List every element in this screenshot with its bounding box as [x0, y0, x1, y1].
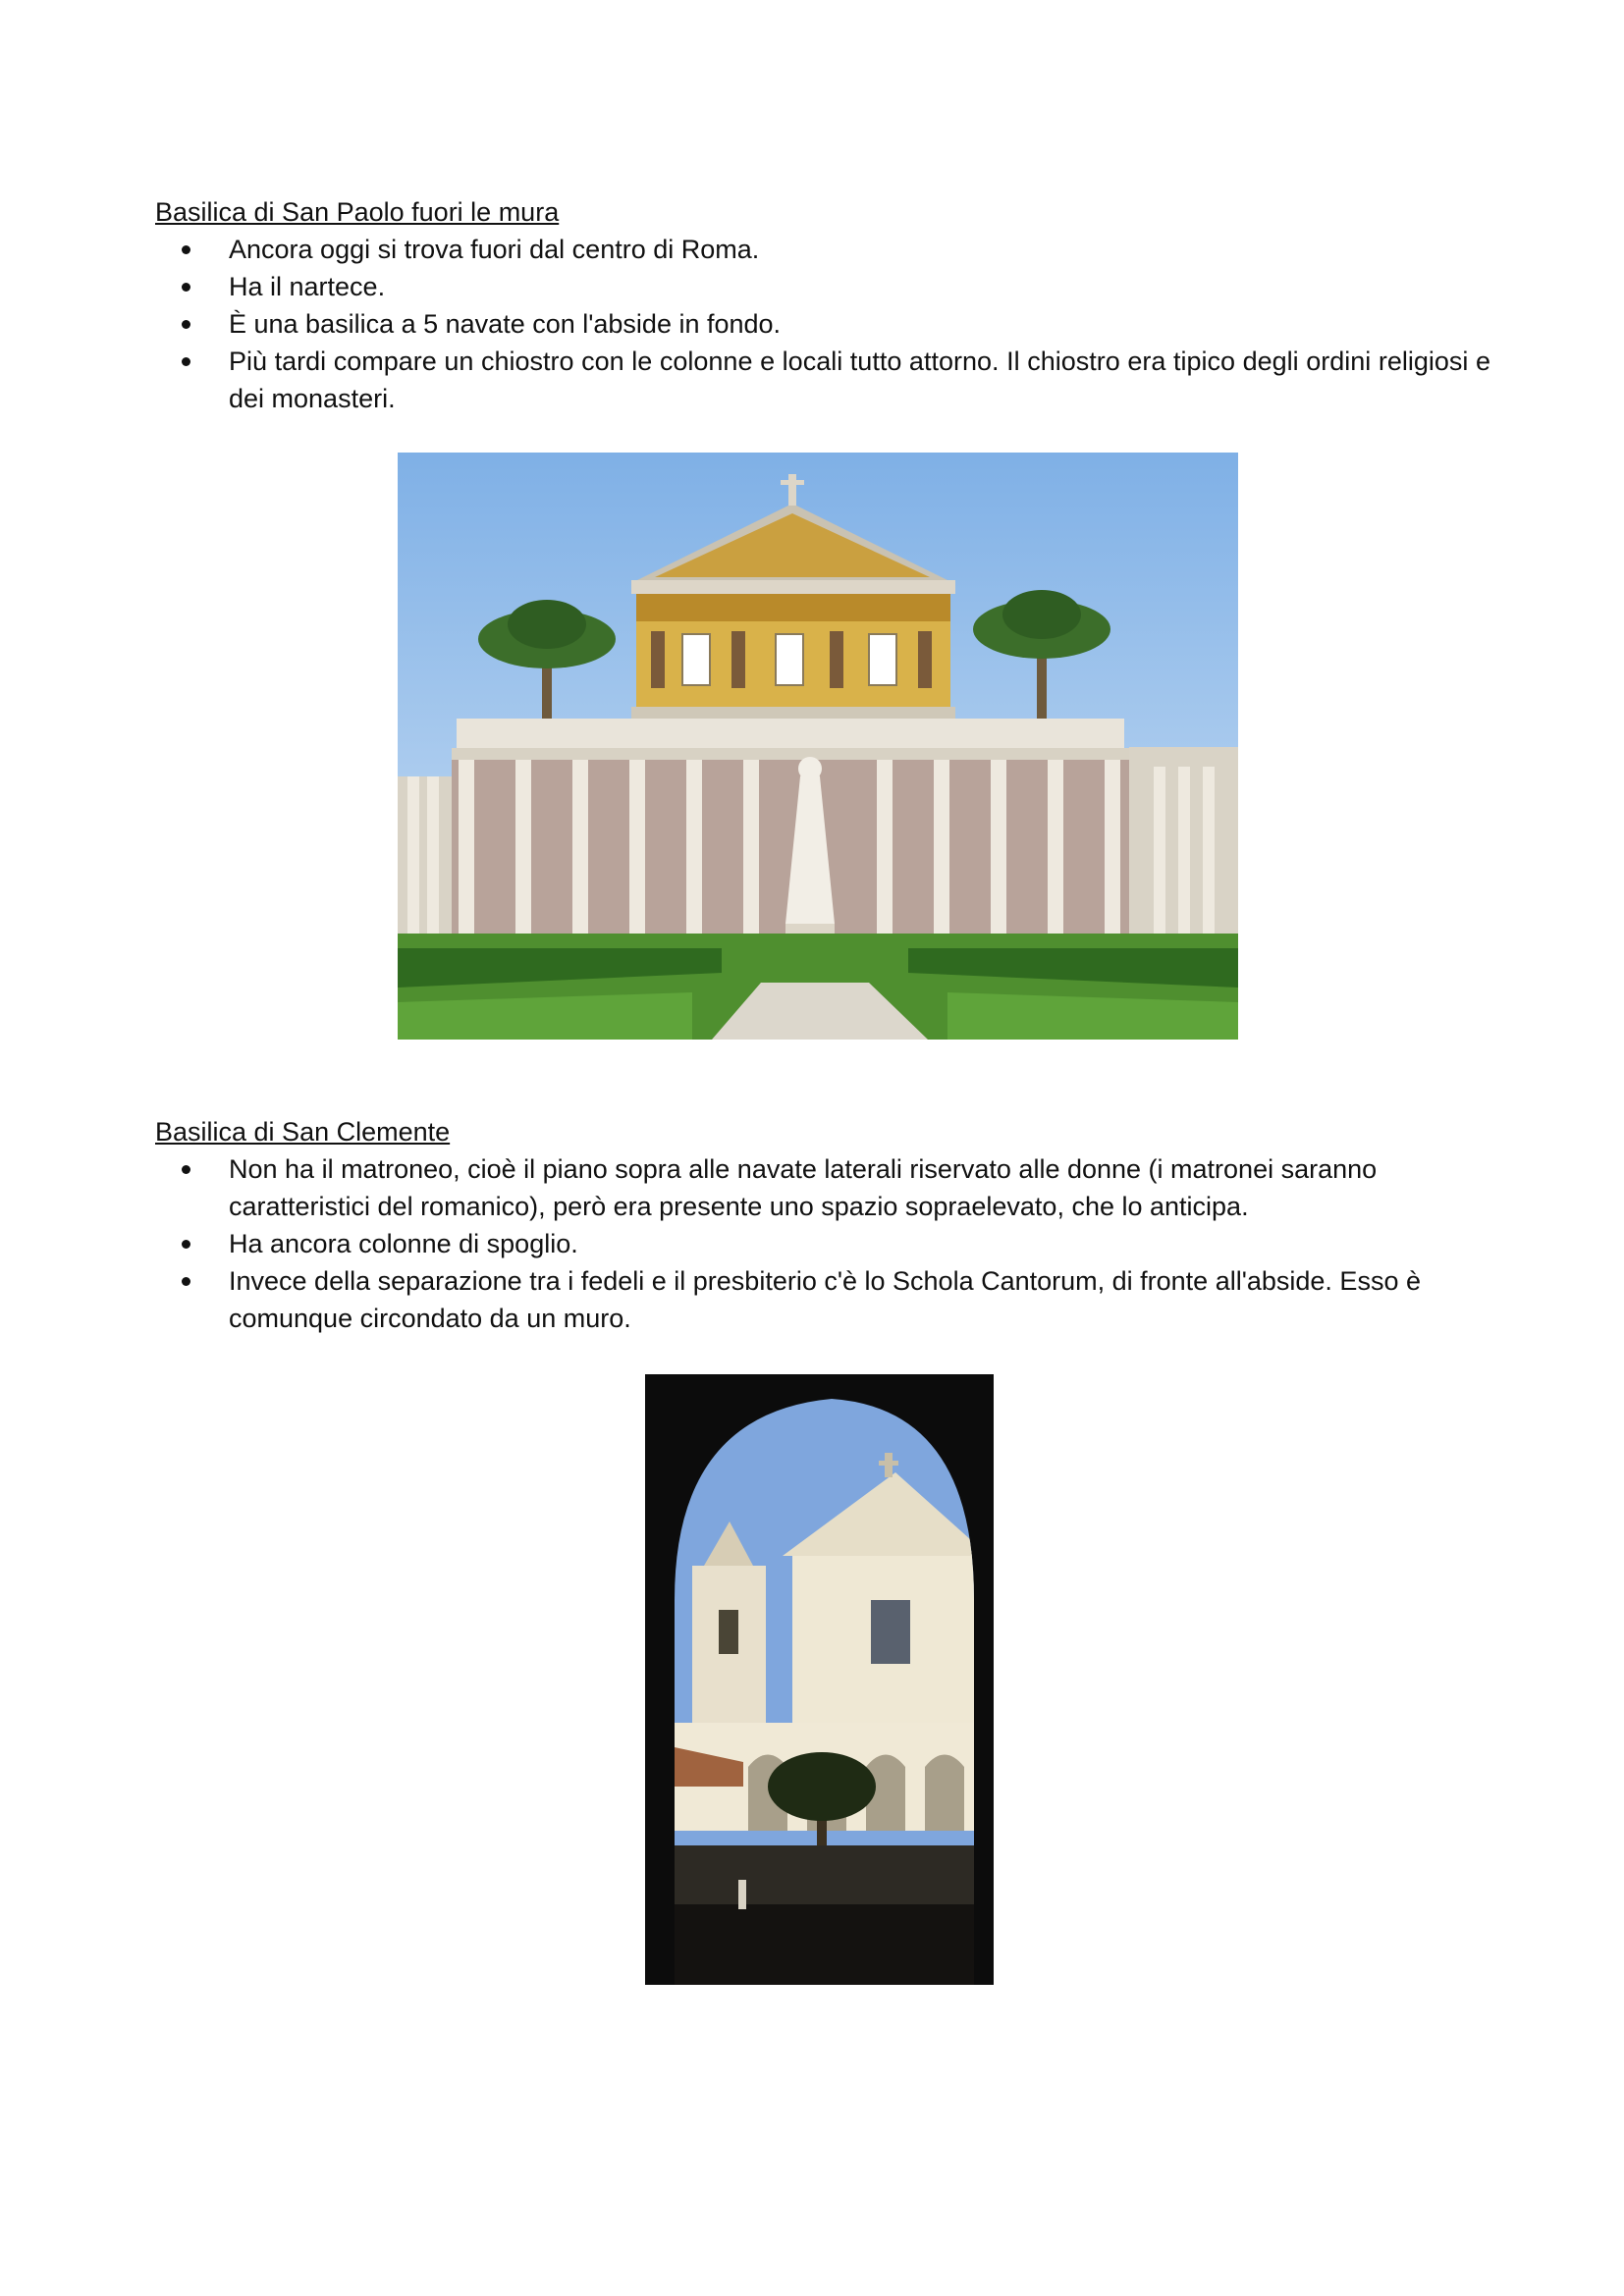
- list-item: Ha ancora colonne di spoglio.: [155, 1225, 1490, 1262]
- list-item: Ha il nartece.: [155, 268, 1490, 305]
- list-item: Più tardi compare un chiostro con le colonne e locali tutto attorno. Il chiostro era tipico degli ordini religiosi e dei monasteri.: [155, 343, 1490, 417]
- list-item: È una basilica a 5 navate con l'abside in fondo.: [155, 305, 1490, 343]
- section-san-paolo: [155, 193, 1490, 417]
- list-item: Ancora oggi si trova fuori dal centro di Roma.: [155, 231, 1490, 268]
- section-heading: Basilica di San Clemente: [155, 1117, 451, 1147]
- section-heading: Basilica di San Paolo fuori le mura: [155, 197, 560, 227]
- bullet-list: [155, 1150, 1490, 1337]
- photo-san-clemente: [645, 1374, 994, 1985]
- photo-san-paolo: [398, 453, 1238, 1040]
- list-item: Invece della separazione tra i fedeli e il presbiterio c'è lo Schola Cantorum, di fronte all'abside. Esso è comunque circondato da un muro.: [155, 1262, 1490, 1337]
- bullet-list: [155, 231, 1490, 417]
- section-san-clemente: [155, 1113, 1490, 1337]
- list-item: Non ha il matroneo, cioè il piano sopra alle navate laterali riservato alle donne (i matronei saranno caratteristici del romanico), però era presente uno spazio sopraelevato, che lo anticipa.: [155, 1150, 1490, 1225]
